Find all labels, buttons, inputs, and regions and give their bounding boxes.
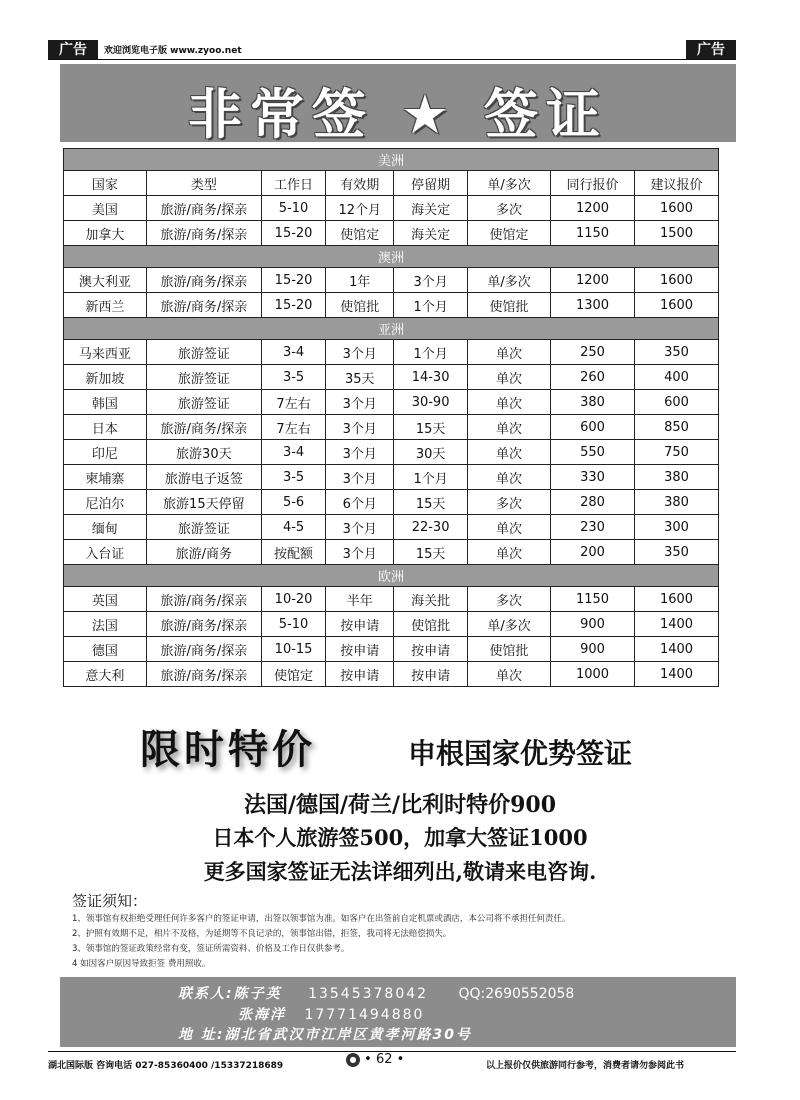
table-cell: 旅游/商务/探亲 (146, 637, 261, 662)
table-cell: 300 (634, 515, 718, 540)
table-cell: 旅游/商务/探亲 (146, 415, 261, 440)
table-cell: 1300 (551, 293, 635, 318)
column-header: 单/多次 (468, 171, 551, 196)
table-cell: 旅游签证 (146, 365, 261, 390)
table-row (64, 268, 719, 293)
table-cell: 6个月 (326, 490, 394, 515)
table-cell: 使馆定 (261, 662, 325, 687)
table-cell: 多次 (468, 587, 551, 612)
table-cell: 使馆批 (468, 637, 551, 662)
table-cell: 使馆批 (394, 612, 468, 637)
contact-person-2: 张海洋 (238, 1007, 286, 1023)
table-cell: 1600 (634, 587, 718, 612)
note-item-4: 4 如因客户原因导致拒签 费用照收。 (72, 959, 211, 969)
table-cell: 5-10 (261, 612, 325, 637)
table-cell: 加拿大 (64, 221, 147, 246)
table-header-row (64, 171, 719, 196)
table-row (64, 196, 719, 221)
table-cell: 30-90 (394, 390, 468, 415)
table-cell: 澳大利亚 (64, 268, 147, 293)
table-row (64, 293, 719, 318)
table-cell: 900 (551, 612, 635, 637)
promo-line-2: 日本个人旅游签500，加拿大签证1000 (212, 825, 588, 850)
page-logo-icon: ● (346, 1053, 360, 1067)
table-cell: 750 (634, 440, 718, 465)
visa-table-body (64, 149, 719, 687)
table-cell: 尼泊尔 (64, 490, 147, 515)
table-cell: 1600 (634, 268, 718, 293)
region-name: 美洲 (64, 149, 719, 171)
table-cell: 7左右 (261, 390, 325, 415)
table-cell: 按申请 (326, 612, 394, 637)
table-row (64, 390, 719, 415)
promo-line-3: 更多国家签证无法详细列出,敬请来电咨询. (203, 859, 597, 884)
table-cell: 3-4 (261, 440, 325, 465)
table-cell: 单次 (468, 540, 551, 565)
table-cell: 14-30 (394, 365, 468, 390)
visa-price-table (63, 148, 719, 687)
table-cell: 4-5 (261, 515, 325, 540)
table-cell: 多次 (468, 490, 551, 515)
table-cell: 旅游30天 (146, 440, 261, 465)
table-cell: 海关批 (394, 587, 468, 612)
table-cell: 380 (634, 465, 718, 490)
table-cell: 使馆批 (468, 293, 551, 318)
contact-address: 地 址:湖北省武汉市江岸区黄孝河路30号 (178, 1027, 472, 1043)
table-cell: 15-20 (261, 221, 325, 246)
schengen-offer-title: 申根国家优势签证 (408, 737, 633, 770)
contact-person-label: 联系人:陈子英 (178, 986, 282, 1002)
table-row (64, 490, 719, 515)
table-cell: 海关定 (394, 196, 468, 221)
table-cell: 260 (551, 365, 635, 390)
column-header: 类型 (146, 171, 261, 196)
table-cell: 3个月 (326, 515, 394, 540)
table-row (64, 515, 719, 540)
table-cell: 单次 (468, 662, 551, 687)
table-row (64, 637, 719, 662)
table-cell: 1500 (634, 221, 718, 246)
table-cell: 多次 (468, 196, 551, 221)
table-cell: 3个月 (326, 390, 394, 415)
note-item-3: 3、领事馆的签证政策经常有变，签证所需资料、价格及工作日仅供参考。 (72, 944, 350, 954)
table-cell: 柬埔寨 (64, 465, 147, 490)
table-cell: 15-20 (261, 293, 325, 318)
table-cell: 22-30 (394, 515, 468, 540)
table-row (64, 221, 719, 246)
region-row (64, 565, 719, 587)
limited-offer-banner (140, 718, 360, 774)
table-cell: 10-15 (261, 637, 325, 662)
table-cell: 600 (634, 390, 718, 415)
table-cell: 7左右 (261, 415, 325, 440)
title-banner (60, 64, 736, 146)
table-cell: 使馆批 (326, 293, 394, 318)
table-cell: 旅游15天停留 (146, 490, 261, 515)
table-row (64, 365, 719, 390)
page-number: ● • 62 • (346, 1052, 404, 1067)
contact-box (60, 977, 736, 1047)
region-row (64, 246, 719, 268)
table-cell: 3个月 (326, 340, 394, 365)
welcome-text: 欢迎浏览电子版 www.zyoo.net (104, 46, 242, 56)
table-row (64, 587, 719, 612)
table-cell: 旅游签证 (146, 390, 261, 415)
column-header: 国家 (64, 171, 147, 196)
header-rule (48, 59, 736, 60)
table-cell: 250 (551, 340, 635, 365)
table-cell: 850 (634, 415, 718, 440)
table-cell: 280 (551, 490, 635, 515)
table-cell: 单/多次 (468, 612, 551, 637)
footer-right-text: 以上报价仅供旅游同行参考，消费者请勿参阅此书 (486, 1061, 685, 1071)
table-cell: 单次 (468, 515, 551, 540)
table-cell: 1600 (634, 293, 718, 318)
table-cell: 旅游签证 (146, 515, 261, 540)
table-cell: 单次 (468, 340, 551, 365)
table-cell: 旅游/商务/探亲 (146, 221, 261, 246)
table-cell: 350 (634, 540, 718, 565)
table-cell: 3个月 (394, 268, 468, 293)
table-cell: 5-10 (261, 196, 325, 221)
table-row (64, 612, 719, 637)
notes-title: 签证须知： (72, 892, 148, 910)
region-name: 澳洲 (64, 246, 719, 268)
table-cell: 单/多次 (468, 268, 551, 293)
table-cell: 旅游/商务/探亲 (146, 612, 261, 637)
table-cell: 1400 (634, 612, 718, 637)
table-cell: 英国 (64, 587, 147, 612)
table-cell: 3个月 (326, 415, 394, 440)
table-cell: 1400 (634, 662, 718, 687)
table-cell: 单次 (468, 465, 551, 490)
footer-left-text: 湖北国际版 咨询电话 027-85360400 /15337218689 (48, 1061, 284, 1071)
table-cell: 单次 (468, 390, 551, 415)
table-cell: 入台证 (64, 540, 147, 565)
table-cell: 3-5 (261, 465, 325, 490)
column-header: 建议报价 (634, 171, 718, 196)
table-cell: 350 (634, 340, 718, 365)
table-row (64, 415, 719, 440)
table-row (64, 540, 719, 565)
table-cell: 按申请 (394, 637, 468, 662)
table-cell: 德国 (64, 637, 147, 662)
table-cell: 1200 (551, 196, 635, 221)
region-row (64, 318, 719, 340)
table-cell: 使馆定 (468, 221, 551, 246)
table-cell: 旅游/商务/探亲 (146, 268, 261, 293)
table-cell: 15-20 (261, 268, 325, 293)
table-cell: 200 (551, 540, 635, 565)
table-cell: 400 (634, 365, 718, 390)
note-item-2: 2、护照有效期不足，相片不及格，为延期等不良记录的，领事馆出错，拒签，我司将无法赔偿损失。 (72, 929, 452, 939)
region-name: 亚洲 (64, 318, 719, 340)
table-cell: 1个月 (394, 293, 468, 318)
table-cell: 380 (634, 490, 718, 515)
table-cell: 12个月 (326, 196, 394, 221)
table-cell: 15天 (394, 490, 468, 515)
top-header (48, 40, 736, 62)
table-row (64, 440, 719, 465)
table-cell: 印尼 (64, 440, 147, 465)
table-cell: 5-6 (261, 490, 325, 515)
table-cell: 550 (551, 440, 635, 465)
table-cell: 旅游电子返签 (146, 465, 261, 490)
table-cell: 15天 (394, 540, 468, 565)
table-cell: 3个月 (326, 465, 394, 490)
table-cell: 旅游/商务 (146, 540, 261, 565)
table-cell: 单次 (468, 365, 551, 390)
table-cell: 15天 (394, 415, 468, 440)
contact-phone-2: 17771494880 (304, 1007, 425, 1023)
table-cell: 10-20 (261, 587, 325, 612)
table-cell: 1150 (551, 221, 635, 246)
column-header: 同行报价 (551, 171, 635, 196)
table-cell: 按配额 (261, 540, 325, 565)
promo-line-1: 法国/德国/荷兰/比利时特价900 (243, 792, 557, 818)
table-cell: 旅游签证 (146, 340, 261, 365)
table-cell: 海关定 (394, 221, 468, 246)
table-cell: 旅游/商务/探亲 (146, 662, 261, 687)
table-cell: 3个月 (326, 540, 394, 565)
table-cell: 3-5 (261, 365, 325, 390)
table-cell: 1200 (551, 268, 635, 293)
table-cell: 旅游/商务/探亲 (146, 587, 261, 612)
limited-offer-title: 限时特价 (140, 726, 316, 773)
column-header: 工作日 (261, 171, 325, 196)
table-cell: 旅游/商务/探亲 (146, 196, 261, 221)
table-cell: 1个月 (394, 465, 468, 490)
table-cell: 按申请 (326, 637, 394, 662)
table-cell: 1150 (551, 587, 635, 612)
table-cell: 缅甸 (64, 515, 147, 540)
table-cell: 600 (551, 415, 635, 440)
banner-title: 非常签 ★ 签证 (187, 83, 608, 146)
ad-tag-left: 广告 (48, 40, 98, 60)
table-cell: 单次 (468, 440, 551, 465)
table-cell: 旅游/商务/探亲 (146, 293, 261, 318)
table-row (64, 465, 719, 490)
table-cell: 意大利 (64, 662, 147, 687)
table-cell: 1400 (634, 637, 718, 662)
table-cell: 新加坡 (64, 365, 147, 390)
note-item-1: 1、领事馆有权拒绝受理任何许多客户的签证申请，出签以领事馆为准。如客户在出签前自定机票或酒店，本公司将不承担任何责任。 (72, 914, 571, 924)
column-header: 有效期 (326, 171, 394, 196)
region-name: 欧洲 (64, 565, 719, 587)
table-cell: 按申请 (326, 662, 394, 687)
table-cell: 1000 (551, 662, 635, 687)
table-cell: 马来西亚 (64, 340, 147, 365)
table-cell: 3-4 (261, 340, 325, 365)
table-cell: 韩国 (64, 390, 147, 415)
table-cell: 1600 (634, 196, 718, 221)
table-cell: 30天 (394, 440, 468, 465)
page-number-text: 62 (375, 1052, 393, 1067)
table-cell: 1个月 (394, 340, 468, 365)
table-cell: 美国 (64, 196, 147, 221)
table-cell: 230 (551, 515, 635, 540)
table-cell: 新西兰 (64, 293, 147, 318)
table-row (64, 340, 719, 365)
table-cell: 使馆定 (326, 221, 394, 246)
table-cell: 900 (551, 637, 635, 662)
table-cell: 日本 (64, 415, 147, 440)
table-cell: 330 (551, 465, 635, 490)
table-cell: 法国 (64, 612, 147, 637)
column-header: 停留期 (394, 171, 468, 196)
table-cell: 3个月 (326, 440, 394, 465)
table-cell: 单次 (468, 415, 551, 440)
table-row (64, 662, 719, 687)
ad-tag-right: 广告 (686, 40, 736, 60)
table-cell: 35天 (326, 365, 394, 390)
region-row (64, 149, 719, 171)
contact-qq: QQ:2690552058 (458, 986, 575, 1002)
table-cell: 1年 (326, 268, 394, 293)
table-cell: 按申请 (394, 662, 468, 687)
table-cell: 半年 (326, 587, 394, 612)
contact-phone-1: 13545378042 (308, 986, 429, 1002)
table-cell: 380 (551, 390, 635, 415)
